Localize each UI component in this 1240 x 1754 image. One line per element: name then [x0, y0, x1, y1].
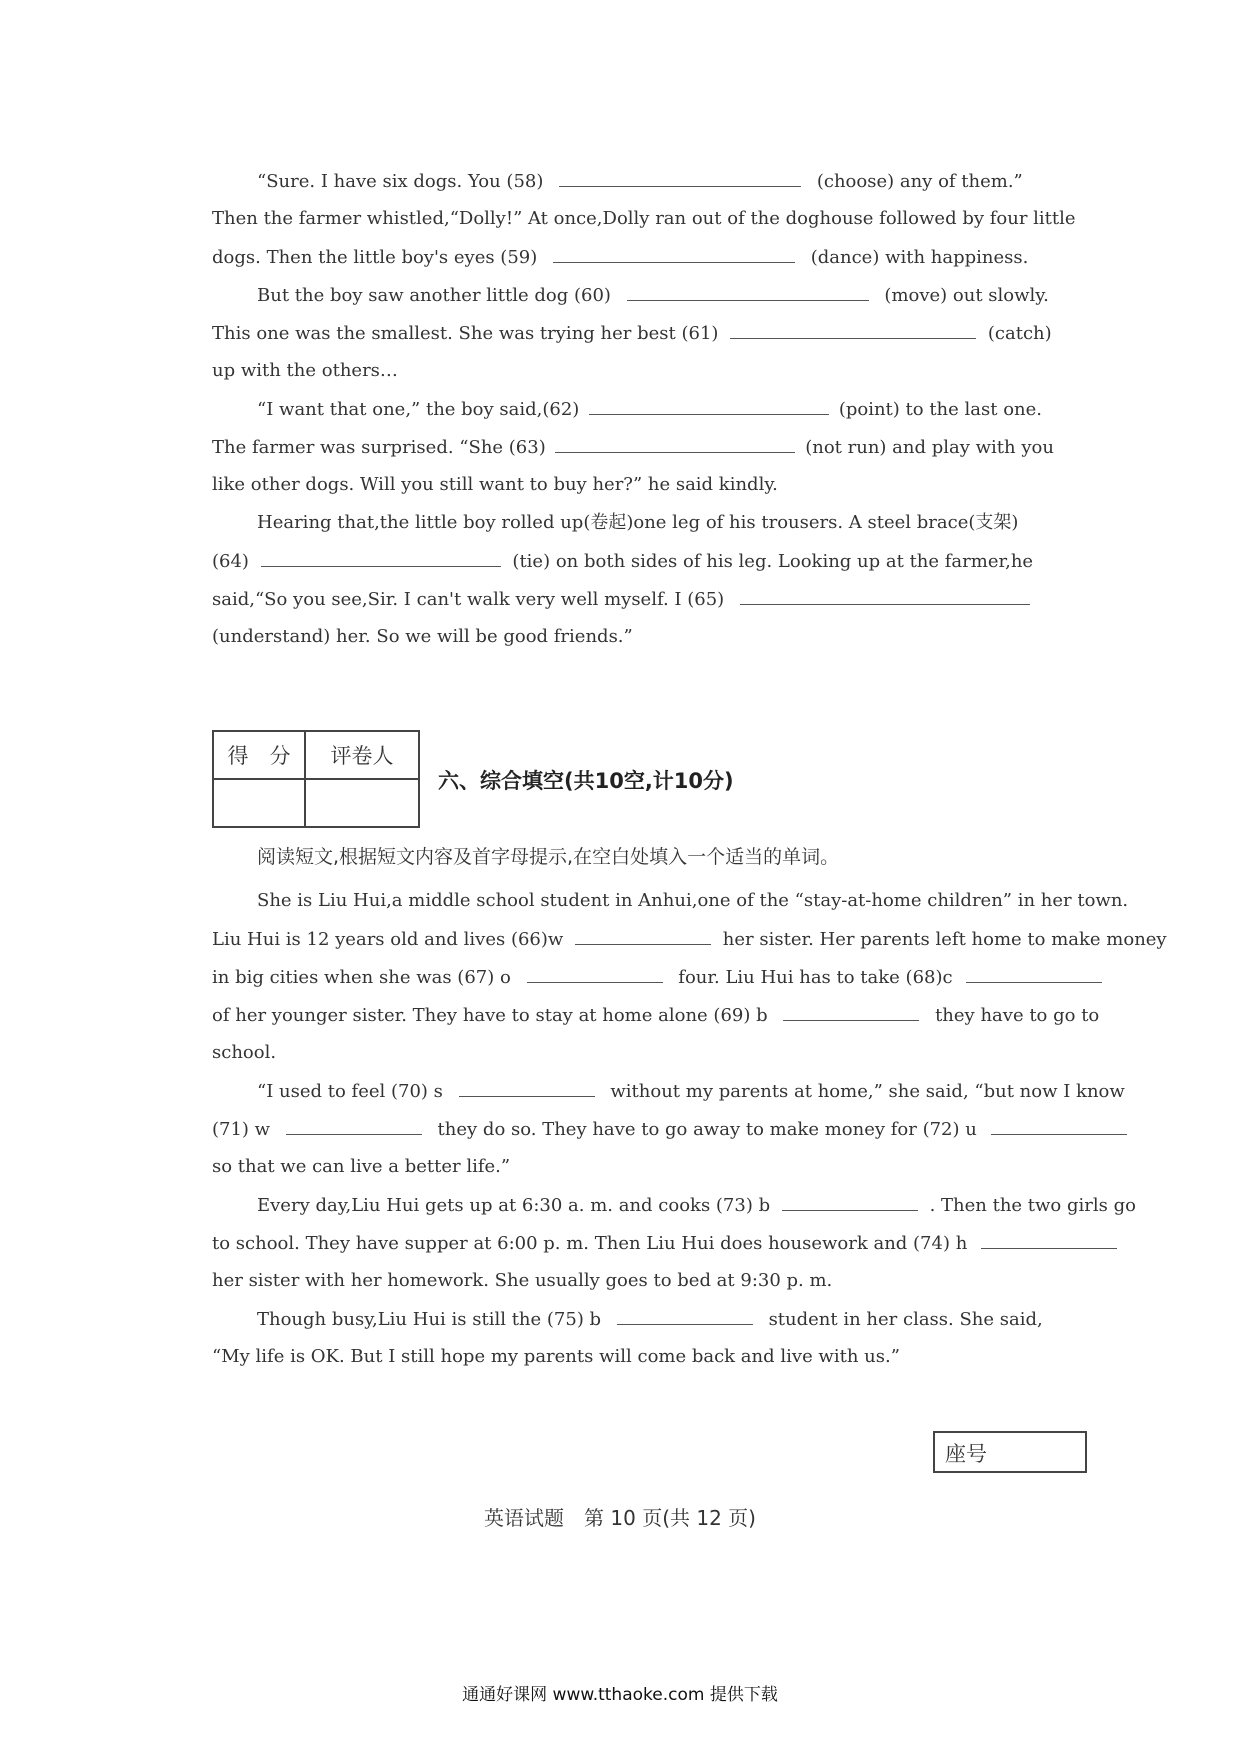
text-fragment: they do so. They have to go away to make money for (72) u	[437, 1119, 977, 1140]
text-fragment: (tie) on both sides of his leg. Looking up at the farmer,he	[512, 551, 1034, 572]
text-fragment: said,“So you see,Sir. I can't walk very well myself. I (65)	[212, 589, 725, 610]
text-fragment: (catch)	[987, 323, 1052, 344]
answer-blank-59[interactable]	[553, 244, 795, 263]
answer-blank-64[interactable]	[261, 548, 501, 567]
answer-blank-60[interactable]	[627, 282, 869, 301]
grader-cell[interactable]	[305, 779, 419, 827]
text-line: up with the others…	[212, 360, 398, 381]
seat-number-box[interactable]	[933, 1431, 1087, 1473]
text-fragment: to school. They have supper at 6:00 p. m. Then Liu Hui does housework and (74) h	[212, 1233, 968, 1254]
answer-blank-66[interactable]	[575, 926, 711, 945]
text-fragment: without my parents at home,” she said, “but now I know	[610, 1081, 1125, 1102]
text-line: her sister with her homework. She usually goes to bed at 9:30 p. m.	[212, 1270, 833, 1291]
text-line	[257, 1078, 1125, 1105]
grader-header: 评卷人	[305, 731, 419, 779]
page-footer: 英语试题 第 10 页(共 12 页)	[484, 1506, 756, 1530]
text-line: Hearing that,the little boy rolled up(卷起)one leg of his trousers. A steel brace(支架)	[257, 512, 1019, 533]
score-header: 得 分	[213, 731, 305, 779]
answer-blank-69[interactable]	[783, 1002, 919, 1021]
text-fragment: But the boy saw another little dog (60)	[257, 285, 611, 306]
text-line	[257, 1192, 1136, 1219]
text-fragment: Liu Hui is 12 years old and lives (66)w	[212, 929, 564, 950]
text-line: Then the farmer whistled,“Dolly!” At once,Dolly ran out of the doghouse followed by four little	[212, 208, 1076, 229]
text-line	[257, 168, 1023, 195]
text-line	[257, 1306, 1043, 1333]
text-fragment: (move) out slowly.	[884, 285, 1049, 306]
text-line	[212, 586, 1040, 613]
text-line	[212, 320, 1052, 347]
answer-blank-62[interactable]	[589, 396, 829, 415]
text-fragment: “Sure. I have six dogs. You (58)	[257, 171, 544, 192]
section-title: 六、综合填空(共10空,计10分)	[438, 769, 734, 793]
seat-number-label: 座号	[945, 1442, 987, 1466]
text-line	[257, 396, 1042, 423]
text-fragment: of her younger sister. They have to stay at home alone (69) b	[212, 1005, 768, 1026]
text-line: school.	[212, 1042, 277, 1063]
text-fragment: student in her class. She said,	[768, 1309, 1043, 1330]
text-line	[212, 926, 1167, 953]
text-fragment: (not run) and play with you	[805, 437, 1054, 458]
text-fragment: in big cities when she was (67) o	[212, 967, 511, 988]
score-cell[interactable]	[213, 779, 305, 827]
answer-blank-58[interactable]	[559, 168, 801, 187]
text-line: She is Liu Hui,a middle school student in Anhui,one of the “stay-at-home children” in her town.	[257, 890, 1129, 911]
text-fragment: (71) w	[212, 1119, 271, 1140]
text-fragment: “I used to feel (70) s	[257, 1081, 443, 1102]
answer-blank-70[interactable]	[459, 1078, 595, 1097]
text-fragment: her sister. Her parents left home to make money	[722, 929, 1167, 950]
section-instruction: 阅读短文,根据短文内容及首字母提示,在空白处填入一个适当的单词。	[257, 846, 840, 868]
text-line: “My life is OK. But I still hope my parents will come back and live with us.”	[212, 1346, 900, 1367]
text-fragment: (64)	[212, 551, 249, 572]
text-line	[212, 1002, 1099, 1029]
text-fragment: Every day,Liu Hui gets up at 6:30 a. m. and cooks (73) b	[257, 1195, 771, 1216]
text-fragment: they have to go to	[935, 1005, 1100, 1026]
text-line	[212, 1116, 1127, 1143]
answer-blank-61[interactable]	[730, 320, 976, 339]
text-line: like other dogs. Will you still want to buy her?” he said kindly.	[212, 474, 778, 495]
answer-blank-75[interactable]	[617, 1306, 753, 1325]
text-fragment: (point) to the last one.	[838, 399, 1042, 420]
text-fragment: . Then the two girls go	[929, 1195, 1136, 1216]
text-fragment: “I want that one,” the boy said,(62)	[257, 399, 580, 420]
answer-blank-71[interactable]	[286, 1116, 422, 1135]
answer-blank-68[interactable]	[966, 964, 1102, 983]
text-fragment: This one was the smallest. She was trying her best (61)	[212, 323, 719, 344]
answer-blank-74[interactable]	[981, 1230, 1117, 1249]
answer-blank-72[interactable]	[991, 1116, 1127, 1135]
text-fragment: Though busy,Liu Hui is still the (75) b	[257, 1309, 602, 1330]
text-fragment: (dance) with happiness.	[810, 247, 1029, 268]
text-fragment: four. Liu Hui has to take (68)c	[678, 967, 953, 988]
answer-blank-67[interactable]	[527, 964, 663, 983]
answer-blank-65[interactable]	[740, 586, 1030, 605]
score-table	[212, 730, 420, 828]
text-line: (understand) her. So we will be good friends.”	[212, 626, 633, 647]
text-line	[212, 964, 1102, 991]
text-fragment: (choose) any of them.”	[816, 171, 1023, 192]
answer-blank-63[interactable]	[555, 434, 795, 453]
text-line	[212, 434, 1054, 461]
text-line	[257, 282, 1049, 309]
text-line	[212, 244, 1028, 271]
text-line	[212, 548, 1033, 575]
source-note: 通通好课网 www.tthaoke.com 提供下载	[462, 1685, 778, 1705]
text-fragment: dogs. Then the little boy's eyes (59)	[212, 247, 538, 268]
text-line	[212, 1230, 1117, 1257]
text-line: so that we can live a better life.”	[212, 1156, 511, 1177]
answer-blank-73[interactable]	[782, 1192, 918, 1211]
text-fragment: The farmer was surprised. “She (63)	[212, 437, 546, 458]
